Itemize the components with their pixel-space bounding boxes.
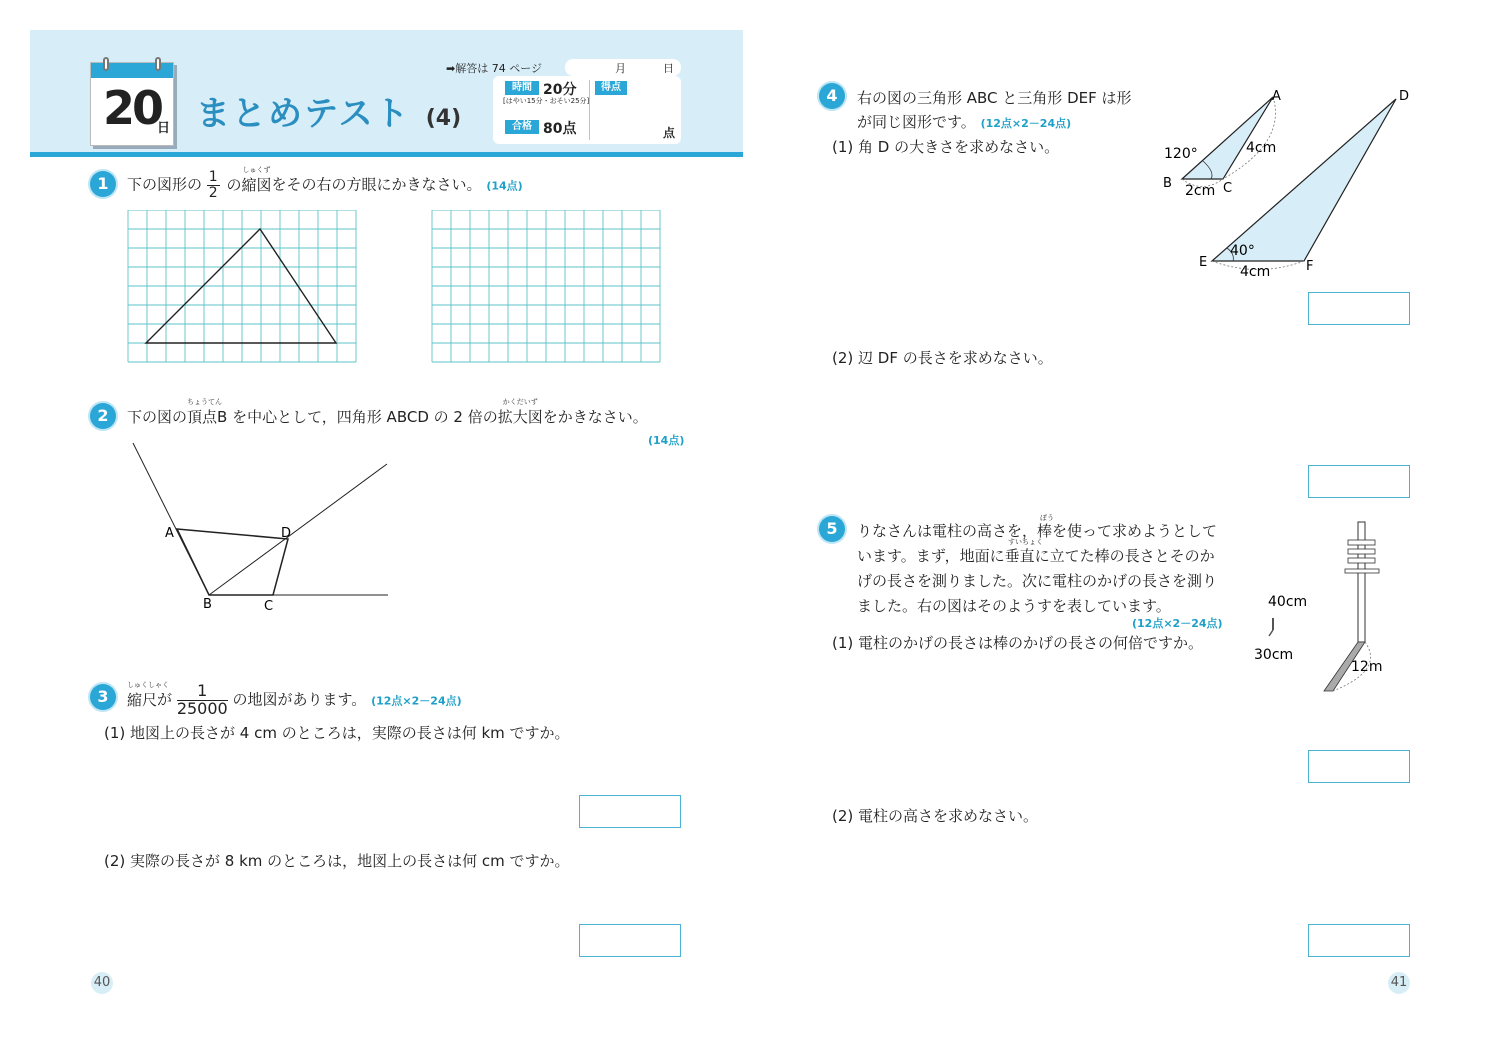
q2-text-a: 下の図の [127, 408, 188, 426]
q1-frac-num: 1 [208, 169, 218, 185]
q5-sub2: (2) 電柱の高さを求めなさい。 [832, 807, 1039, 825]
score-divider [589, 80, 590, 140]
q5-line1: りなさんは電柱の高さを，棒を使って求めようとして [857, 522, 1218, 540]
q4-label-f: F [1306, 259, 1314, 274]
q5-ruby-bou: ぼう [1040, 514, 1054, 522]
q4-points: (12点×2－24点) [980, 117, 1072, 130]
score-panel [493, 76, 681, 144]
q3-frac-den: 25000 [176, 699, 228, 718]
q5-stick-length: 40cm [1268, 594, 1308, 610]
q1-number-badge: 1 [90, 171, 116, 197]
page-title [196, 86, 461, 135]
q2-ruby-reading: ちょうてん [187, 398, 223, 406]
q4-figure [1155, 82, 1425, 282]
q2-label-d: D [281, 526, 292, 541]
q2-ruby-chouten [187, 398, 223, 427]
q5-pole-crossbar [1348, 558, 1375, 563]
q3-answer1-box[interactable] [579, 795, 681, 828]
q2-label-b: B [203, 597, 212, 612]
q4-triangle-abc [1182, 97, 1273, 179]
q2-prompt [127, 398, 648, 427]
day-number: 20 [103, 81, 162, 135]
q3-ruby-reading: しゅくしゃく [127, 680, 169, 689]
q1-figure [127, 210, 661, 364]
q5-line3: げの長さを測りました。次に電柱のかげの長さを測り [857, 572, 1218, 590]
date-label: 日 [663, 62, 674, 75]
q3-text-b: の地図があります。 [232, 690, 367, 709]
q5-sub1: (1) 電柱のかげの長さは棒のかげの長さの何倍ですか。 [832, 634, 1204, 652]
q5-answer1-box[interactable] [1308, 750, 1410, 783]
q4-number-badge: 4 [819, 83, 845, 109]
q3-answer2-box[interactable] [579, 924, 681, 957]
q1-ruby-reading: しゅくず [242, 165, 271, 174]
title-paren: (4) [425, 106, 462, 131]
q1-points: (14点) [486, 179, 523, 193]
q2-ruby2-base: 拡大図 [497, 408, 543, 426]
q4-label-b: B [1163, 176, 1172, 191]
pass-label: 合格 [505, 120, 539, 134]
q1-text-before: 下の図形の [127, 175, 203, 194]
day-calendar [90, 62, 174, 146]
pass-value: 80点 [543, 121, 577, 137]
q5-pole-crossbar [1348, 540, 1375, 545]
q4-sub1: (1) 角 D の大きさを求めなさい。 [832, 138, 1060, 156]
q4-angle-b-value: 120° [1164, 146, 1198, 162]
q5-pole-shadow-length: 12m [1351, 659, 1383, 675]
q5-line4: ました。右の図はそのようすを表しています。 [857, 597, 1171, 615]
q2-number-badge: 2 [90, 403, 116, 429]
q5-ruby-suichoku: すいちょく [1008, 538, 1043, 546]
q3-sub2: (2) 実際の長さが 8 km のところは，地図上の長さは何 cm ですか。 [104, 852, 570, 870]
q4-answer2-box[interactable] [1308, 465, 1410, 498]
q4-length-bc: 2cm [1185, 183, 1216, 199]
q4-length-ac: 4cm [1246, 140, 1277, 156]
month-label: 月 [615, 62, 626, 75]
q4-length-ef: 4cm [1240, 264, 1271, 280]
q4-sub2: (2) 辺 DF の長さを求めなさい。 [832, 349, 1053, 367]
q2-ruby2-reading: かくだいず [502, 398, 538, 406]
answer-reference: ➡解答は 74 ページ [446, 62, 542, 75]
day-unit: 日 [157, 121, 171, 136]
q1-frac-den: 2 [208, 185, 218, 201]
q5-stick-shadow-length: 30cm [1254, 647, 1294, 663]
q2-quadrilateral [177, 529, 288, 595]
q2-text-b: B を中心として，四角形 ABCD の 2 倍の [217, 408, 498, 426]
q5-figure [1245, 515, 1405, 700]
q4-label-e: E [1199, 255, 1208, 270]
q3-frac-num: 1 [177, 683, 228, 701]
left-page-number: 40 [91, 972, 113, 994]
title-main: まとめテスト [196, 94, 411, 134]
score-label: 得点 [595, 81, 627, 95]
q2-label-c: C [264, 599, 274, 614]
q4-answer1-box[interactable] [1308, 292, 1410, 325]
q3-prompt [127, 680, 462, 718]
q4-angle-e-value: 40° [1230, 243, 1255, 259]
q3-ruby-base: 縮尺 [127, 690, 158, 709]
q2-ray-from-b-through-d [209, 464, 387, 595]
q4-label-d: D [1399, 89, 1410, 104]
q3-number-badge: 3 [90, 684, 116, 710]
q5-pole-crossbar [1348, 549, 1375, 554]
q4-label-a: A [1272, 89, 1281, 104]
right-page-number: 41 [1388, 972, 1410, 994]
q2-label-a: A [165, 526, 174, 541]
q3-ruby-shukushaku [127, 680, 169, 710]
q2-text-c: をかきなさい。 [542, 408, 648, 426]
q4-line1: 右の図の三角形 ABC と三角形 DEF は形 [857, 89, 1132, 107]
q1-fraction [207, 170, 220, 200]
q5-pole-crossbar [1345, 569, 1379, 573]
q4-triangle-def [1212, 99, 1396, 261]
time-note: [はやい15分・おそい25分] [503, 97, 590, 105]
q4-label-c: C [1223, 181, 1233, 196]
q1-prompt: 下の図形の $\frac{1}{2}$ の しゅくず 縮図をその右の方眼にかきなさい。 (14点) [127, 165, 523, 201]
q2-figure [120, 440, 400, 620]
q5-stick [1272, 618, 1274, 630]
q3-fraction [177, 683, 228, 717]
q2-ruby-base: 頂点 [187, 408, 218, 426]
q2-points: (14点) [648, 434, 685, 447]
q1-answer-grid[interactable] [432, 210, 660, 362]
q1-ruby-shukuzu [241, 165, 272, 195]
q5-answer2-box[interactable] [1308, 924, 1410, 957]
score-unit: 点 [663, 126, 676, 140]
date-box [565, 59, 681, 76]
q3-text-a: が [157, 690, 173, 709]
q2-ruby-kakudaizu [497, 398, 543, 427]
q5-points: (12点×2－24点) [1132, 617, 1223, 630]
q5-line2: います。まず，地面に垂直に立てた棒の長さとそのか [857, 547, 1215, 565]
q3-sub1: (1) 地図上の長さが 4 cm のところは，実際の長さは何 km ですか。 [104, 724, 570, 742]
q1-text-after: をその右の方眼にかきなさい。 [271, 175, 482, 194]
q4-line2-wrap [857, 111, 1071, 132]
calendar-ring-icon [103, 57, 109, 71]
q3-points: (12点×2－24点) [371, 694, 462, 708]
q5-stick-shadow [1269, 630, 1273, 636]
header-underline [30, 152, 743, 157]
q5-number-badge: 5 [819, 516, 845, 542]
time-value: 20分 [543, 82, 577, 98]
calendar-ring-icon [155, 57, 161, 71]
q4-line2: が同じ図形です。 [857, 113, 976, 131]
q1-original-grid [128, 210, 356, 362]
q1-ruby-base: 縮図 [241, 175, 272, 194]
time-label: 時間 [505, 81, 539, 95]
